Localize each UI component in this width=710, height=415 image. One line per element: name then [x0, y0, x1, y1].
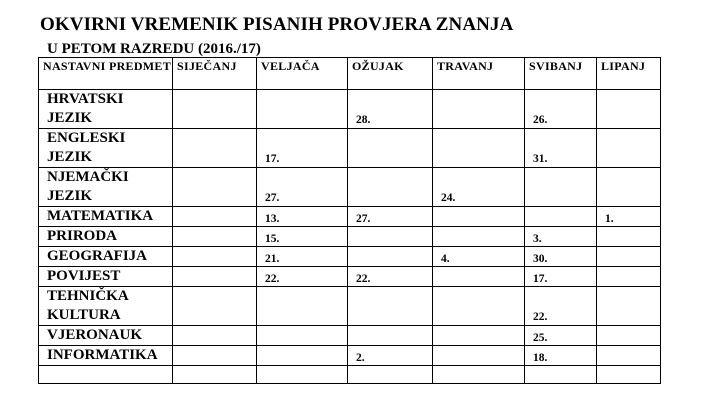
- date-cell: 28.: [348, 90, 433, 129]
- date-cell: 22.: [348, 267, 433, 287]
- date-cell: [348, 227, 433, 247]
- date-cell: [173, 129, 257, 168]
- date-cell: [348, 326, 433, 346]
- table-row: [39, 227, 661, 247]
- subject-cell: INFORMATIKA: [39, 346, 173, 366]
- date-cell: [257, 366, 348, 384]
- date-cell: [597, 90, 661, 129]
- date-cell: [348, 247, 433, 267]
- date-cell: 27.: [348, 207, 433, 227]
- schedule-table: [38, 57, 661, 384]
- date-cell: [433, 366, 525, 384]
- date-cell: [173, 207, 257, 227]
- date-cell: 31.: [525, 129, 597, 168]
- date-cell: [525, 366, 597, 384]
- header-cell: OŽUJAK: [348, 58, 433, 90]
- table-row: [39, 346, 661, 366]
- date-cell: 3.: [525, 227, 597, 247]
- subject-cell: GEOGRAFIJA: [39, 247, 173, 267]
- date-cell: 18.: [525, 346, 597, 366]
- header-cell: SVIBANJ: [525, 58, 597, 90]
- date-cell: [173, 326, 257, 346]
- date-cell: 24.: [433, 168, 525, 207]
- date-cell: [257, 346, 348, 366]
- date-cell: [433, 287, 525, 326]
- subject-cell: TEHNIČKA KULTURA: [39, 287, 173, 326]
- subject-cell: NJEMAČKI JEZIK: [39, 168, 173, 207]
- table-row: [39, 267, 661, 287]
- subject-cell: HRVATSKI JEZIK: [39, 90, 173, 129]
- date-cell: [257, 90, 348, 129]
- date-cell: [597, 247, 661, 267]
- date-cell: [433, 227, 525, 247]
- date-cell: [597, 346, 661, 366]
- table-row: [39, 247, 661, 267]
- date-cell: 17.: [525, 267, 597, 287]
- header-cell: TRAVANJ: [433, 58, 525, 90]
- date-cell: 26.: [525, 90, 597, 129]
- date-cell: 27.: [257, 168, 348, 207]
- header-cell: SIJEČANJ: [173, 58, 257, 90]
- subject-cell: VJERONAUK: [39, 326, 173, 346]
- date-cell: [173, 267, 257, 287]
- table-row: [39, 366, 661, 384]
- date-cell: [173, 346, 257, 366]
- date-cell: 25.: [525, 326, 597, 346]
- date-cell: [348, 366, 433, 384]
- date-cell: [173, 90, 257, 129]
- date-cell: [348, 287, 433, 326]
- header-cell: VELJAČA: [257, 58, 348, 90]
- date-cell: [257, 326, 348, 346]
- date-cell: 22.: [257, 267, 348, 287]
- date-cell: 17.: [257, 129, 348, 168]
- date-cell: [597, 326, 661, 346]
- date-cell: [173, 168, 257, 207]
- table-row: [39, 326, 661, 346]
- header-cell: NASTAVNI PREDMET: [39, 58, 173, 90]
- date-cell: [525, 168, 597, 207]
- date-cell: 13.: [257, 207, 348, 227]
- date-cell: [433, 346, 525, 366]
- date-cell: [433, 129, 525, 168]
- date-cell: [597, 168, 661, 207]
- document-subtitle: U PETOM RAZREDU (2016./17): [47, 41, 261, 57]
- date-cell: [525, 207, 597, 227]
- date-cell: [433, 326, 525, 346]
- header-cell: LIPANJ: [597, 58, 661, 90]
- table-row: [39, 129, 661, 168]
- date-cell: [348, 168, 433, 207]
- subject-cell: ENGLESKI JEZIK: [39, 129, 173, 168]
- subject-cell: POVIJEST: [39, 267, 173, 287]
- date-cell: [173, 227, 257, 247]
- date-cell: 30.: [525, 247, 597, 267]
- table-row: [39, 168, 661, 207]
- subject-cell: MATEMATIKA: [39, 207, 173, 227]
- date-cell: [597, 129, 661, 168]
- date-cell: 15.: [257, 227, 348, 247]
- date-cell: [173, 287, 257, 326]
- date-cell: [597, 366, 661, 384]
- date-cell: [173, 366, 257, 384]
- date-cell: [597, 267, 661, 287]
- table-row: [39, 287, 661, 326]
- subject-cell: [39, 366, 173, 384]
- date-cell: [433, 90, 525, 129]
- date-cell: [597, 287, 661, 326]
- date-cell: [597, 227, 661, 247]
- date-cell: [257, 287, 348, 326]
- date-cell: 1.: [597, 207, 661, 227]
- document-title: OKVIRNI VREMENIK PISANIH PROVJERA ZNANJA: [40, 14, 514, 35]
- date-cell: 21.: [257, 247, 348, 267]
- date-cell: [433, 267, 525, 287]
- table-row: [39, 207, 661, 227]
- date-cell: 2.: [348, 346, 433, 366]
- subject-cell: PRIRODA: [39, 227, 173, 247]
- header-row: [39, 58, 661, 90]
- date-cell: [173, 247, 257, 267]
- date-cell: [348, 129, 433, 168]
- date-cell: 4.: [433, 247, 525, 267]
- date-cell: 22.: [525, 287, 597, 326]
- date-cell: [433, 207, 525, 227]
- table-row: [39, 90, 661, 129]
